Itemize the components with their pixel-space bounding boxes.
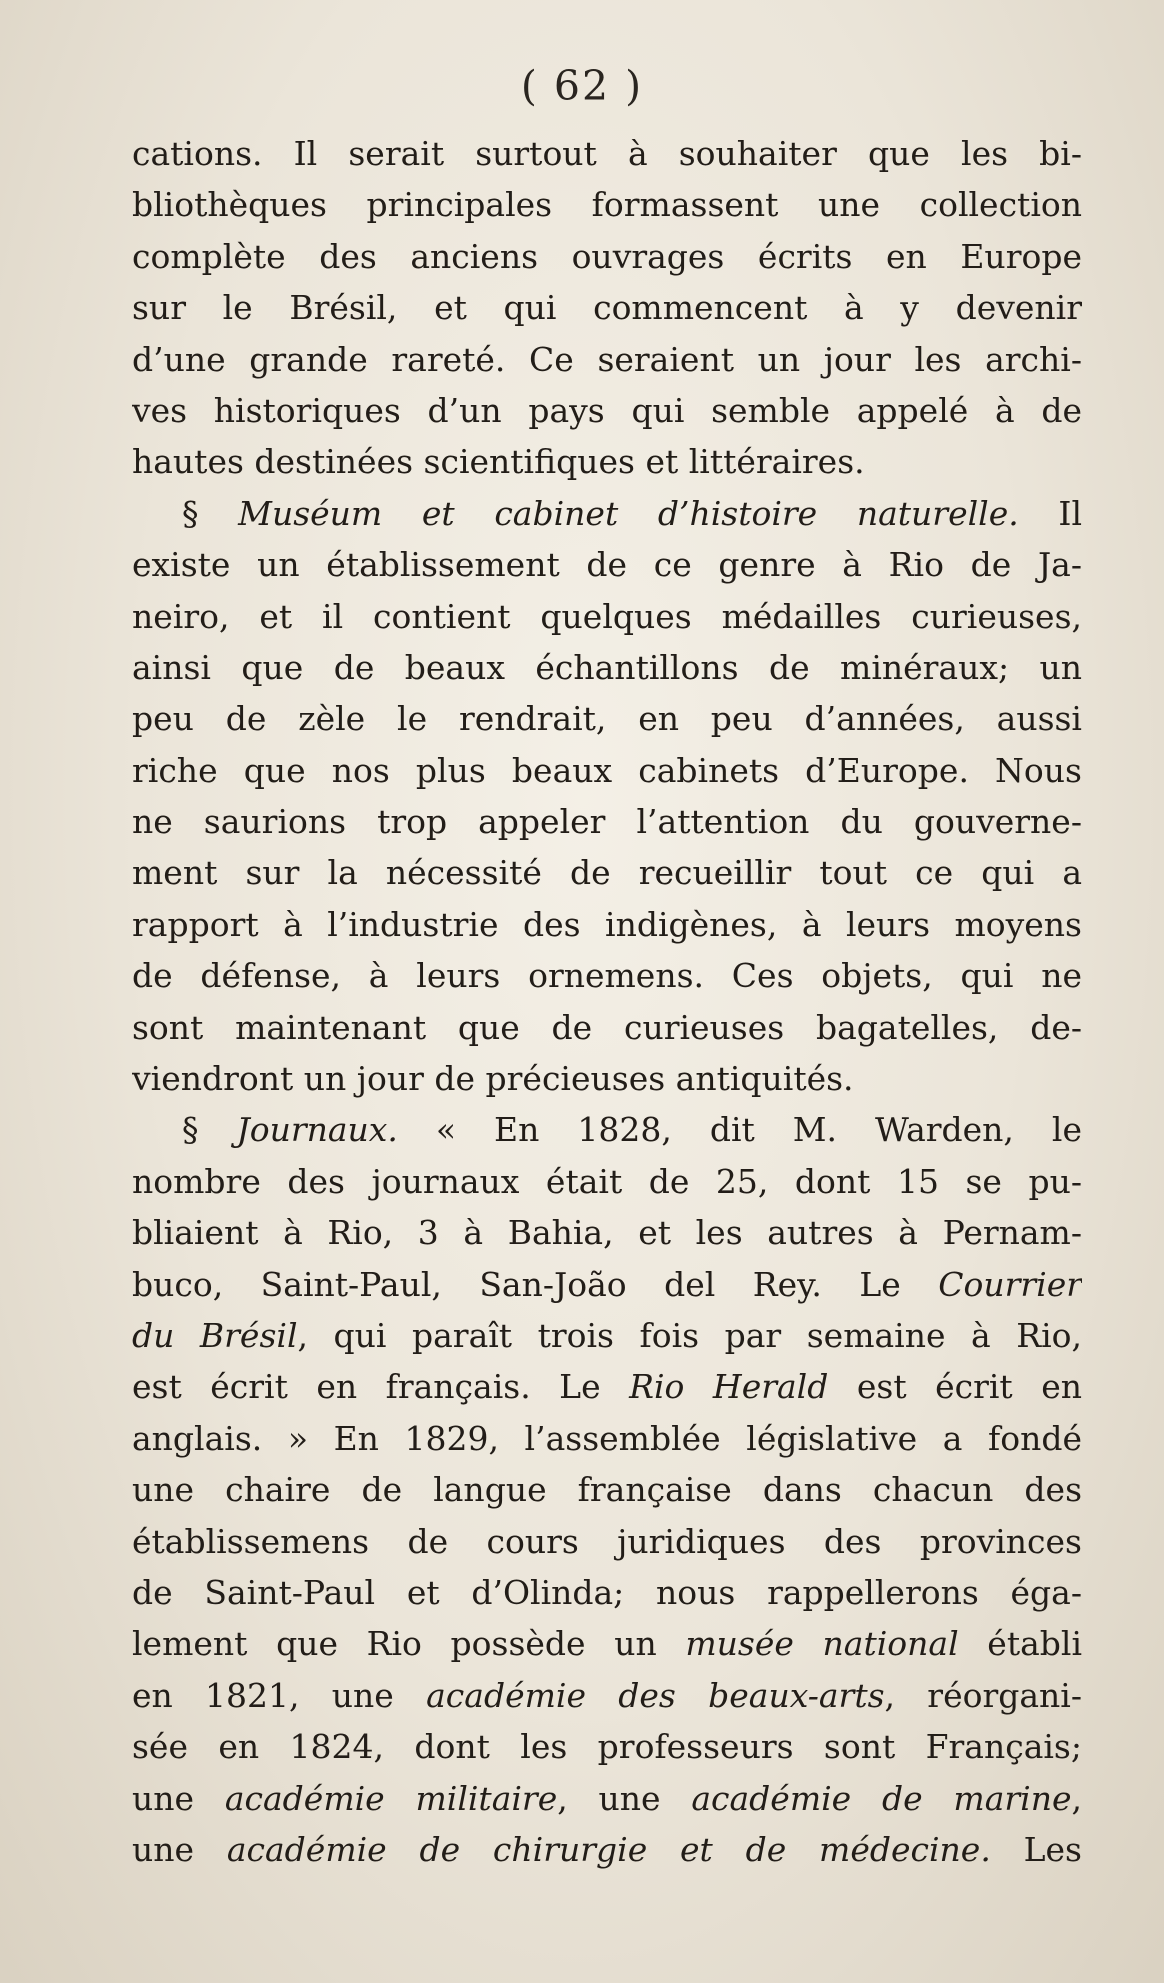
text-segment: buco, Saint-Paul, San-João del Rey. Le bbox=[132, 1264, 939, 1304]
text-segment: complète des anciens ouvrages écrits en Europe bbox=[132, 236, 1082, 276]
text-segment: bliaient à Rio, 3 à Bahia, et les autres à Pernam- bbox=[132, 1213, 1082, 1253]
text-segment: établissemens de cours juridiques des provinces bbox=[132, 1521, 1082, 1561]
italic-text: du Brésil bbox=[132, 1315, 298, 1355]
text-line bbox=[132, 1516, 1082, 1567]
text-segment: cations. Il serait surtout à souhaiter que les bi- bbox=[132, 134, 1082, 173]
text-line bbox=[132, 1670, 1082, 1721]
italic-text: Rio Herald bbox=[629, 1367, 829, 1407]
text-segment: ves historiques d’un pays qui semble appelé à de bbox=[132, 390, 1082, 430]
text-line bbox=[132, 385, 1082, 436]
text-line bbox=[132, 591, 1082, 642]
text-line bbox=[132, 642, 1082, 693]
text-line bbox=[132, 1002, 1082, 1053]
text-line bbox=[132, 899, 1082, 950]
text-line bbox=[132, 179, 1082, 230]
text-segment: rapport à l’industrie des indigènes, à leurs moyens bbox=[132, 904, 1082, 944]
text-line bbox=[132, 1207, 1082, 1258]
italic-text: musée national bbox=[685, 1624, 959, 1664]
text-segment: ainsi que de beaux échantillons de minéraux; un bbox=[132, 647, 1082, 687]
italic-text: Muséum et cabinet d’histoire naturelle. bbox=[238, 493, 1019, 533]
text-segment: existe un établissement de ce genre à Rio de Ja- bbox=[132, 545, 1082, 585]
text-line bbox=[132, 1104, 1082, 1155]
text-segment: peu de zèle le rendrait, en peu d’années, aussi bbox=[132, 699, 1082, 739]
body-text bbox=[132, 128, 1082, 1875]
italic-text: Journaux. bbox=[236, 1110, 398, 1150]
text-segment: est écrit en français. Le bbox=[132, 1367, 630, 1407]
text-segment: , une bbox=[557, 1778, 692, 1818]
text-line bbox=[132, 1361, 1082, 1412]
italic-text: académie de marine bbox=[691, 1778, 1072, 1818]
text-segment: , qui paraît trois fois par semaine à Rio, bbox=[297, 1315, 1082, 1355]
text-segment: une chaire de langue française dans chacun des bbox=[132, 1470, 1082, 1510]
text-segment: ne saurions trop appeler l’attention du gouverne- bbox=[132, 802, 1082, 842]
text-line bbox=[132, 950, 1082, 1001]
text-segment: , réorgani- bbox=[884, 1675, 1082, 1715]
text-segment: est écrit en bbox=[828, 1367, 1082, 1407]
text-line bbox=[132, 488, 1082, 539]
text-segment: en 1821, une bbox=[132, 1675, 427, 1715]
text-line bbox=[132, 231, 1082, 282]
text-line bbox=[132, 128, 1082, 179]
text-segment: de défense, à leurs ornemens. Ces objets, qui ne bbox=[132, 956, 1082, 996]
text-segment: bliothèques principales formassent une collection bbox=[132, 185, 1082, 225]
text-line bbox=[132, 1773, 1082, 1824]
text-line bbox=[132, 745, 1082, 796]
text-segment: d’une grande rareté. Ce seraient un jour les archi- bbox=[132, 339, 1082, 379]
text-segment: établi bbox=[958, 1624, 1082, 1664]
text-segment: § bbox=[182, 1110, 237, 1150]
text-line bbox=[132, 1464, 1082, 1515]
text-line bbox=[132, 1413, 1082, 1464]
text-line bbox=[132, 796, 1082, 847]
text-segment: ment sur la nécessité de recueillir tout ce qui a bbox=[132, 853, 1082, 893]
italic-text: Courrier bbox=[938, 1264, 1082, 1304]
text-segment: sée en 1824, dont les professeurs sont Français; bbox=[132, 1727, 1082, 1767]
text-segment: neiro, et il contient quelques médailles curieuses, bbox=[132, 596, 1082, 636]
text-segment: sur le Brésil, et qui commencent à y devenir bbox=[132, 288, 1082, 328]
text-line bbox=[132, 1259, 1082, 1310]
italic-text: académie militaire bbox=[224, 1778, 558, 1818]
text-segment: § bbox=[182, 493, 239, 533]
text-segment: , bbox=[1071, 1778, 1082, 1818]
text-line bbox=[132, 334, 1082, 385]
text-segment: Il bbox=[1018, 493, 1082, 533]
text-segment: riche que nos plus beaux cabinets d’Europe. Nous bbox=[132, 750, 1082, 790]
text-line bbox=[132, 693, 1082, 744]
text-line bbox=[132, 1721, 1082, 1772]
text-segment: « En 1828, dit M. Warden, le bbox=[397, 1110, 1082, 1150]
text-line bbox=[132, 1310, 1082, 1361]
text-line bbox=[132, 282, 1082, 333]
text-segment: de Saint-Paul et d’Olinda; nous rappellerons éga- bbox=[132, 1572, 1082, 1612]
text-segment: sont maintenant que de curieuses bagatelles, de- bbox=[132, 1007, 1082, 1047]
text-segment: Les bbox=[990, 1829, 1082, 1869]
italic-text: académie de chirurgie et de médecine. bbox=[226, 1829, 991, 1869]
italic-text: académie des beaux-arts bbox=[426, 1675, 885, 1715]
text-segment: nombre des journaux était de 25, dont 15 se pu- bbox=[132, 1161, 1082, 1201]
text-line bbox=[132, 1156, 1082, 1207]
text-line bbox=[132, 539, 1082, 590]
page-number: ( 62 ) bbox=[520, 62, 644, 110]
text-segment: lement que Rio possède un bbox=[132, 1624, 686, 1664]
text-segment: anglais. » En 1829, l’assemblée législative a fondé bbox=[132, 1418, 1082, 1458]
text-line bbox=[132, 1824, 1082, 1875]
text-line bbox=[132, 1567, 1082, 1618]
text-segment: une bbox=[132, 1829, 227, 1869]
text-line bbox=[132, 847, 1082, 898]
text-segment: viendront un jour de précieuses antiquités. bbox=[132, 1059, 854, 1099]
text-segment: une bbox=[132, 1778, 225, 1818]
text-line bbox=[132, 1053, 1082, 1104]
text-line bbox=[132, 436, 1082, 487]
text-line bbox=[132, 1618, 1082, 1669]
text-segment: hautes destinées scientifiques et littéraires. bbox=[132, 442, 865, 482]
